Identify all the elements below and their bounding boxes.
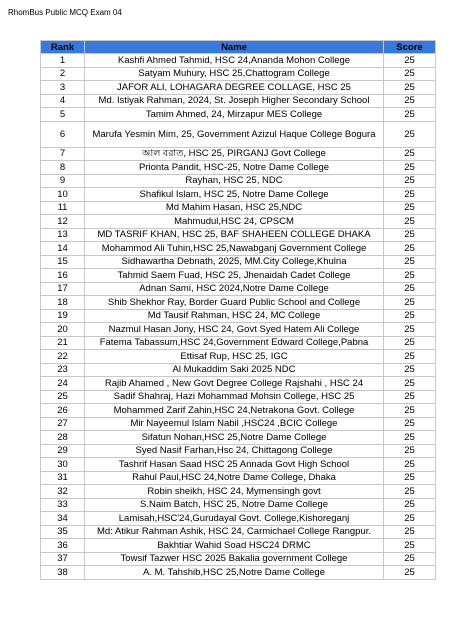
name-cell: Robin sheikh, HSC 24, Mymensingh govt (85, 485, 384, 499)
name-cell: Kashfi Ahmed Tahmid, HSC 24,Ananda Mohon College (85, 54, 384, 68)
table-row (41, 228, 436, 242)
rank-cell: 26 (41, 404, 85, 418)
table-row (41, 282, 436, 296)
name-cell: Fatema Tabassum,HSC 24,Government Edward College,Pabna (85, 336, 384, 350)
name-cell: Syed Nasif Farhan,Hsc 24, Chittagong College (85, 444, 384, 458)
score-cell: 25 (384, 242, 436, 256)
name-cell: Mahmudul,HSC 24, CPSCM (85, 215, 384, 229)
rank-cell: 15 (41, 255, 85, 269)
name-cell: MD TASRIF KHAN, HSC 25, BAF SHAHEEN COLLEGE DHAKA (85, 228, 384, 242)
score-cell: 25 (384, 417, 436, 431)
score-cell: 25 (384, 309, 436, 323)
score-cell: 25 (384, 147, 436, 161)
name-cell: Shib Shekhor Ray, Border Guard Public School and College (85, 296, 384, 310)
name-cell: Rayhan, HSC 25, NDC (85, 174, 384, 188)
rank-cell: 35 (41, 525, 85, 539)
column-header-score: Score (384, 41, 436, 54)
score-cell: 25 (384, 174, 436, 188)
name-cell: Shafikul Islam, HSC 25, Notre Dame College (85, 188, 384, 202)
name-cell: Md: Atikur Rahman Ashik, HSC 24, Carmichael College Rangpur. (85, 525, 384, 539)
name-cell: A. M. Tahshib,HSC 25,Notre Dame College (85, 566, 384, 580)
name-cell: Sadif Shahraj, Hazi Mohammad Mohsin College, HSC 25 (85, 390, 384, 404)
table-row (41, 296, 436, 310)
table-row (41, 458, 436, 472)
name-cell: Adnan Sami, HSC 2024,Notre Dame College (85, 282, 384, 296)
table-row (41, 201, 436, 215)
rank-cell: 16 (41, 269, 85, 283)
rank-cell: 36 (41, 539, 85, 553)
score-cell: 25 (384, 566, 436, 580)
rank-cell: 12 (41, 215, 85, 229)
name-cell: JAFOR ALI, LOHAGARA DEGREE COLLAGE, HSC 25 (85, 81, 384, 95)
table-row (41, 323, 436, 337)
score-cell: 25 (384, 539, 436, 553)
column-header-name: Name (85, 41, 384, 54)
name-cell: Al Mukaddim Saki 2025 NDC (85, 363, 384, 377)
table-row (41, 498, 436, 512)
score-cell: 25 (384, 54, 436, 68)
table-row (41, 485, 436, 499)
name-cell: Md. Istiyak Rahman, 2024, St. Joseph Higher Secondary School (85, 94, 384, 108)
rank-cell: 21 (41, 336, 85, 350)
name-cell: Mohammod Ali Tuhin,HSC 25,Nawabganj Government College (85, 242, 384, 256)
table-row (41, 431, 436, 445)
rank-cell: 8 (41, 161, 85, 175)
rank-cell: 25 (41, 390, 85, 404)
score-cell: 25 (384, 282, 436, 296)
table-row (41, 444, 436, 458)
rank-cell: 23 (41, 363, 85, 377)
rank-cell: 34 (41, 512, 85, 526)
rank-cell: 2 (41, 67, 85, 81)
rank-cell: 14 (41, 242, 85, 256)
table-row (41, 108, 436, 122)
table-row (41, 350, 436, 364)
name-cell: Tamim Ahmed, 24, Mirzapur MES College (85, 108, 384, 122)
rank-cell: 24 (41, 377, 85, 391)
name-cell: Md Tausif Rahman, HSC 24, MC College (85, 309, 384, 323)
name-cell: আল বরাত, HSC 25, PIRGANJ Govt College (85, 147, 384, 161)
score-cell: 25 (384, 512, 436, 526)
score-cell: 25 (384, 431, 436, 445)
name-cell: Ettisaf Rup, HSC 25, IGC (85, 350, 384, 364)
table-row (41, 67, 436, 81)
score-cell: 25 (384, 201, 436, 215)
name-cell: Prionta Pandit, HSC-25, Notre Dame College (85, 161, 384, 175)
table-row (41, 94, 436, 108)
rank-cell: 9 (41, 174, 85, 188)
table-row (41, 512, 436, 526)
score-cell: 25 (384, 94, 436, 108)
table-row (41, 215, 436, 229)
results-table (40, 40, 436, 580)
score-cell: 25 (384, 228, 436, 242)
score-cell: 25 (384, 471, 436, 485)
name-cell: Nazmul Hasan Jony, HSC 24, Govt Syed Hatem Ali College (85, 323, 384, 337)
table-row (41, 121, 436, 147)
name-cell: S.Naim Batch, HSC 25, Notre Dame College (85, 498, 384, 512)
score-cell: 25 (384, 444, 436, 458)
table-row (41, 552, 436, 566)
name-cell: Rajib Ahamed , New Govt Degree College Rajshahi , HSC 24 (85, 377, 384, 391)
score-cell: 25 (384, 269, 436, 283)
table-row (41, 309, 436, 323)
rank-cell: 11 (41, 201, 85, 215)
table-row (41, 81, 436, 95)
rank-cell: 32 (41, 485, 85, 499)
rank-cell: 28 (41, 431, 85, 445)
table-row (41, 539, 436, 553)
table-header-row (41, 41, 436, 54)
score-cell: 25 (384, 67, 436, 81)
score-cell: 25 (384, 161, 436, 175)
score-cell: 25 (384, 485, 436, 499)
score-cell: 25 (384, 323, 436, 337)
table-row (41, 390, 436, 404)
score-cell: 25 (384, 363, 436, 377)
score-cell: 25 (384, 458, 436, 472)
rank-cell: 10 (41, 188, 85, 202)
rank-cell: 37 (41, 552, 85, 566)
rank-cell: 27 (41, 417, 85, 431)
table-row (41, 566, 436, 580)
score-cell: 25 (384, 404, 436, 418)
score-cell: 25 (384, 498, 436, 512)
score-cell: 25 (384, 255, 436, 269)
table-row (41, 404, 436, 418)
score-cell: 25 (384, 336, 436, 350)
rank-cell: 6 (41, 121, 85, 147)
column-header-rank: Rank (41, 41, 85, 54)
name-cell: Marufa Yesmin Mim, 25, Government Azizul Haque College Bogura (85, 121, 384, 147)
name-cell: Sifatun Nohan,HSC 25,Notre Dame College (85, 431, 384, 445)
rank-cell: 33 (41, 498, 85, 512)
name-cell: Sidhawartha Debnath, 2025, MM.City College,Khulna (85, 255, 384, 269)
rank-cell: 18 (41, 296, 85, 310)
rank-cell: 7 (41, 147, 85, 161)
table-row (41, 161, 436, 175)
table-row (41, 525, 436, 539)
name-cell: Mohammed Zarif Zahin,HSC 24,Netrakona Govt. College (85, 404, 384, 418)
table-row (41, 255, 436, 269)
table-row (41, 377, 436, 391)
score-cell: 25 (384, 121, 436, 147)
name-cell: Bakhtiar Wahid Soad HSC24 DRMC (85, 539, 384, 553)
rank-cell: 30 (41, 458, 85, 472)
table-row (41, 363, 436, 377)
score-cell: 25 (384, 215, 436, 229)
table-row (41, 147, 436, 161)
score-cell: 25 (384, 296, 436, 310)
table-row (41, 471, 436, 485)
rank-cell: 1 (41, 54, 85, 68)
table-row (41, 174, 436, 188)
score-cell: 25 (384, 525, 436, 539)
name-cell: Lamisah,HSC'24,Gurudayal Govt. College,Kishoreganj (85, 512, 384, 526)
rank-cell: 31 (41, 471, 85, 485)
name-cell: Towsif Tazwer HSC 2025 Bakalia government College (85, 552, 384, 566)
table-row (41, 336, 436, 350)
table-row (41, 242, 436, 256)
rank-cell: 5 (41, 108, 85, 122)
rank-cell: 3 (41, 81, 85, 95)
table-body (41, 54, 436, 580)
rank-cell: 29 (41, 444, 85, 458)
rank-cell: 4 (41, 94, 85, 108)
name-cell: Rahul Paul,HSC 24,Notre Dame College, Dhaka (85, 471, 384, 485)
name-cell: Md Mahim Hasan, HSC 25,NDC (85, 201, 384, 215)
name-cell: Tashrif Hasan Saad HSC 25 Annada Govt High School (85, 458, 384, 472)
rank-cell: 19 (41, 309, 85, 323)
table-row (41, 54, 436, 68)
rank-cell: 22 (41, 350, 85, 364)
score-cell: 25 (384, 108, 436, 122)
table-row (41, 417, 436, 431)
score-cell: 25 (384, 552, 436, 566)
score-cell: 25 (384, 390, 436, 404)
name-cell: Mir Nayeemul Islam Nabil ,HSC24 ,BCIC College (85, 417, 384, 431)
table-row (41, 188, 436, 202)
score-cell: 25 (384, 377, 436, 391)
rank-cell: 38 (41, 566, 85, 580)
name-cell: Tahmid Saem Fuad, HSC 25, Jhenaidah Cadet College (85, 269, 384, 283)
table-row (41, 269, 436, 283)
score-cell: 25 (384, 188, 436, 202)
score-cell: 25 (384, 81, 436, 95)
score-cell: 25 (384, 350, 436, 364)
document-title: RhomBus Public MCQ Exam 04 (8, 8, 122, 17)
rank-cell: 13 (41, 228, 85, 242)
rank-cell: 20 (41, 323, 85, 337)
name-cell: Satyam Muhury, HSC 25,Chattogram College (85, 67, 384, 81)
rank-cell: 17 (41, 282, 85, 296)
